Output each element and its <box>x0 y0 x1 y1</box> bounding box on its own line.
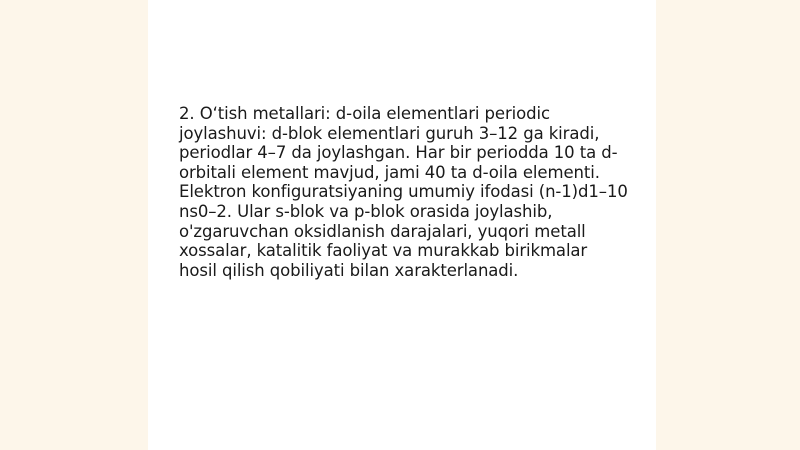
body-paragraph: 2. O‘tish metallari: d-oila elementlari periodic joylashuvi: d-blok elementlari guruh 3–12 ga kiradi, periodlar 4–7 da joylashgan. Har bir periodda 10 ta d-orbitali element mavjud, jami 40 ta d-oila elementi. Elektron konfiguratsiyaning umumiy ifodasi (n-1)d1–10 ns0–2. Ular s-blok va p-blok orasida joylashib, o'zgaruvchan oksidlanish darajalari, yuqori metall xossalar, katalitik faoliyat va murakkab birikmalar hosil qilish qobiliyati bilan xarakterlanadi. <box>179 104 628 280</box>
